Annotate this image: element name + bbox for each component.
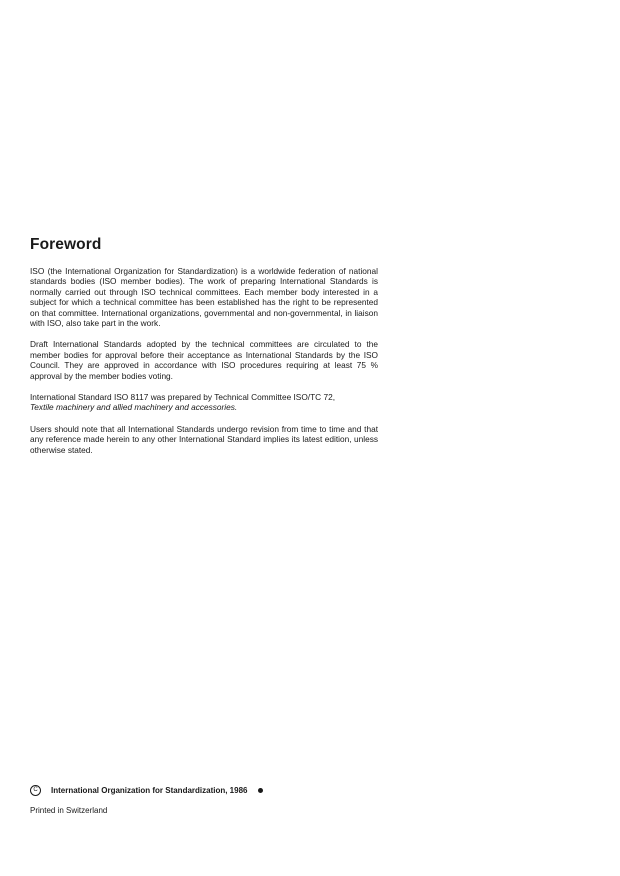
bullet-icon — [258, 788, 263, 793]
paragraph-draft-standards: Draft International Standards adopted by the technical committees are circulated to the member bodies for approval before their acceptance as International Standards by the ISO Council. They are approved in accordance with ISO procedures requiring at least 75 % approval by the member bodies voting. — [30, 339, 378, 381]
paragraph-iso-8117-text: International Standard ISO 8117 was prepared by Technical Committee ISO/TC 72, — [30, 392, 335, 403]
foreword-body — [30, 266, 378, 466]
paragraph-iso-8117 — [30, 392, 378, 413]
copyright-text: International Organization for Standardization, 1986 — [51, 786, 248, 795]
printed-location: Printed in Switzerland — [30, 806, 108, 815]
page-title: Foreword — [30, 236, 102, 253]
committee-title: Textile machinery and allied machinery and accessories. — [30, 402, 238, 413]
footer-copyright — [30, 785, 263, 796]
paragraph-iso-intro: ISO (the International Organization for Standardization) is a worldwide federation of national standards bodies (ISO member bodies). The work of preparing International Standards is normally carried out through ISO technical committees. Each member body interested in a subject for which a technical committee has been established has the right to be represented on that committee. International organizations, governmental and non-governmental, in liaison with ISO, also take part in the work. — [30, 266, 378, 329]
paragraph-revision-note: Users should note that all International Standards undergo revision from time to time and that any reference made herein to any other International Standard implies its latest edition, unless otherwise stated. — [30, 423, 378, 455]
copyright-icon: C — [30, 785, 41, 796]
